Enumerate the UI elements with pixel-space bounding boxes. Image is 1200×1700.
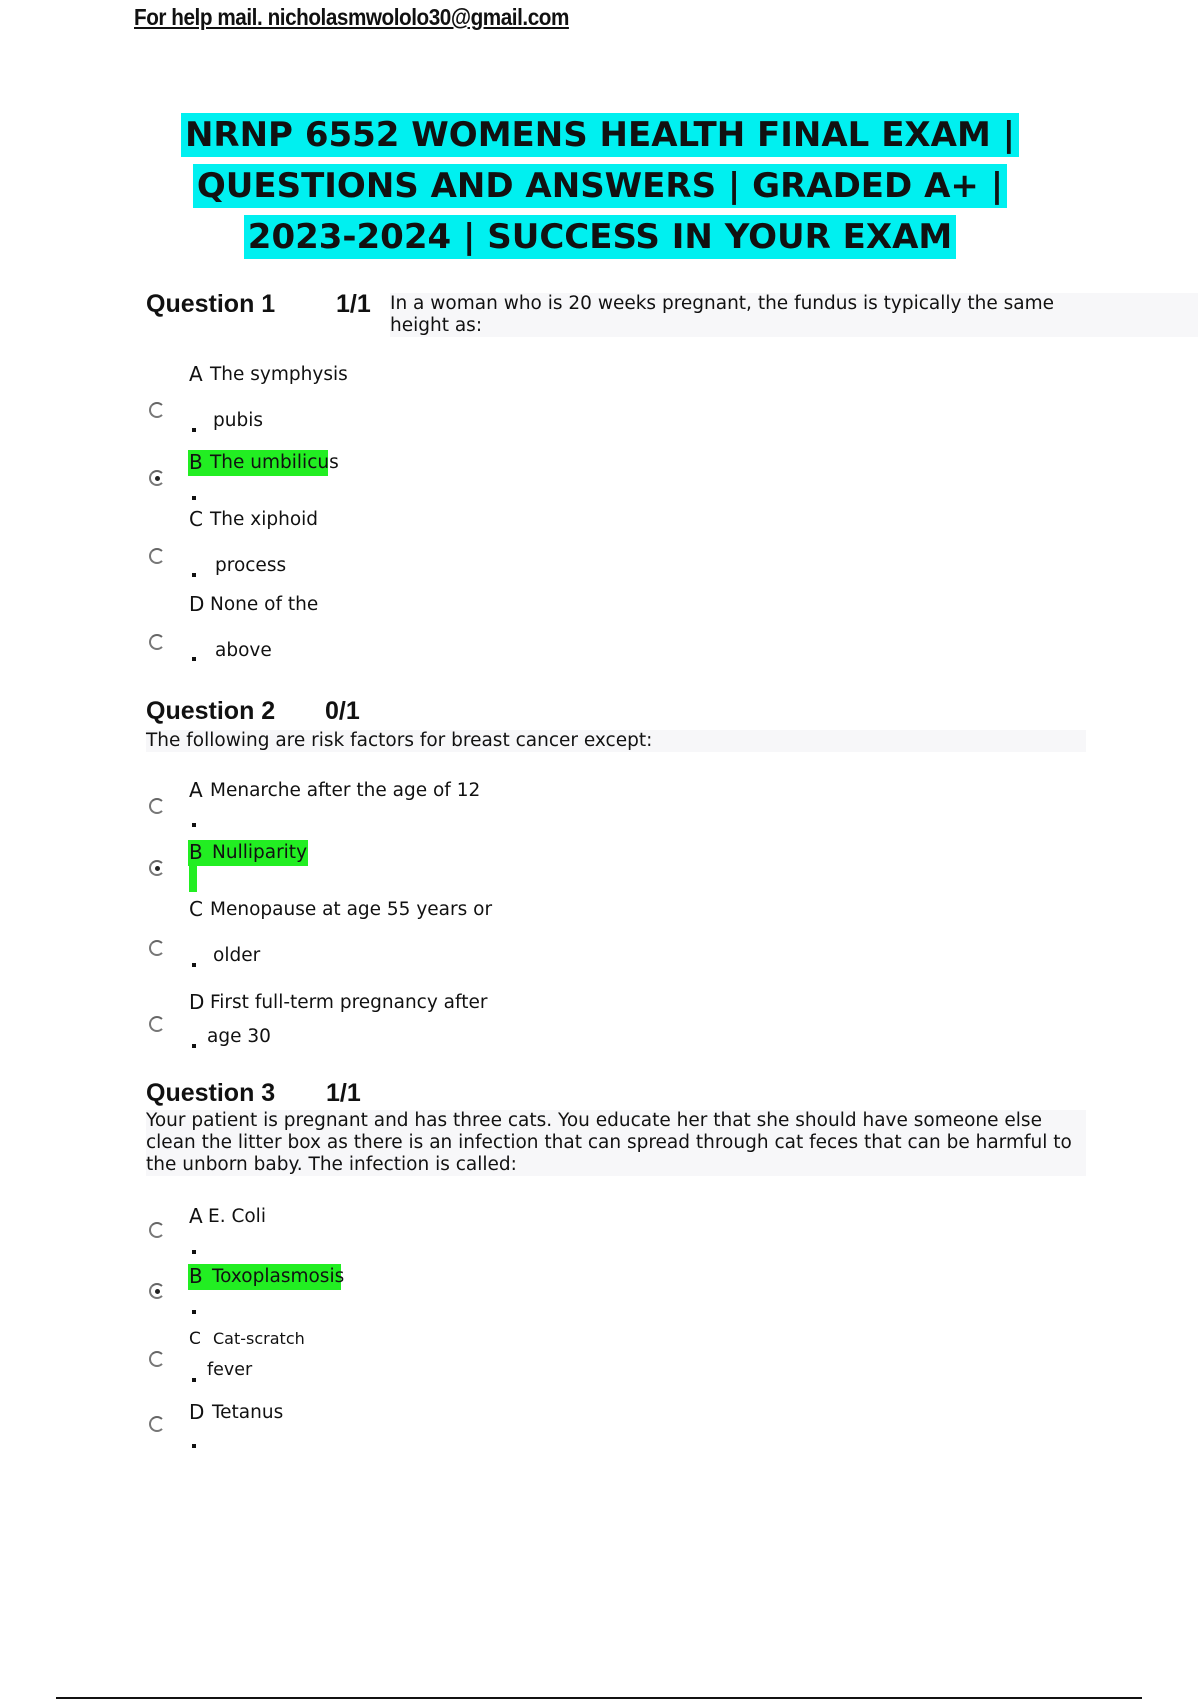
option-dot: [192, 1310, 196, 1314]
question-text: [146, 730, 1086, 752]
option-letter: A: [189, 778, 203, 802]
radio-option-c[interactable]: [149, 548, 165, 564]
question-text-line: height as:: [390, 315, 483, 336]
option-text: First full-term pregnancy after: [210, 992, 488, 1013]
option-letter: A: [189, 1204, 203, 1228]
option-text: The xiphoid: [210, 509, 319, 530]
option-dot: [192, 657, 196, 661]
option-letter: C: [189, 897, 203, 921]
document-title: [0, 110, 1200, 263]
title-line-3: 2023-2024 | SUCCESS IN YOUR EXAM: [244, 215, 956, 259]
option-text: Cat-scratch: [213, 1329, 305, 1348]
radio-option-d[interactable]: [149, 1416, 165, 1432]
footer-rule: [56, 1697, 1142, 1699]
option-text: E. Coli: [208, 1206, 266, 1227]
option-text: Menarche after the age of 12: [210, 780, 481, 801]
option-text: The symphysis: [210, 364, 348, 385]
option-letter: B: [189, 1264, 203, 1288]
radio-option-b-selected[interactable]: [149, 1283, 165, 1299]
option-letter: D: [189, 1400, 205, 1424]
option-text: older: [213, 945, 261, 966]
option-text: pubis: [213, 410, 263, 431]
option-dot: [192, 1444, 196, 1448]
question-label: Question 1: [146, 290, 276, 318]
question-score: 1/1: [326, 1079, 361, 1107]
option-dot: [192, 573, 196, 577]
radio-option-c[interactable]: [149, 1351, 165, 1367]
question-label: Question 2: [146, 697, 276, 725]
option-letter: B: [189, 840, 203, 864]
option-dot: [192, 963, 196, 967]
question-text: [390, 293, 1198, 337]
option-dot: [192, 823, 196, 827]
option-text: Nulliparity: [212, 842, 308, 863]
radio-option-a[interactable]: [149, 402, 165, 418]
option-dot: [192, 496, 196, 500]
option-text: above: [215, 640, 272, 661]
title-line-2: QUESTIONS AND ANSWERS | GRADED A+ |: [193, 164, 1007, 208]
radio-option-a[interactable]: [149, 798, 165, 814]
option-letter: D: [189, 990, 205, 1014]
option-text: Tetanus: [212, 1402, 284, 1423]
radio-option-c[interactable]: [149, 940, 165, 956]
radio-option-a[interactable]: [149, 1222, 165, 1238]
question-text-line: Your patient is pregnant and has three cats. You educate her that she should have someone else: [146, 1110, 1042, 1131]
question-score: 0/1: [325, 697, 360, 725]
option-letter: A: [189, 362, 203, 386]
option-text: process: [215, 555, 287, 576]
question-text-line: The following are risk factors for breast cancer except:: [146, 730, 653, 751]
question-text-line: the unborn baby. The infection is called:: [146, 1154, 517, 1175]
option-letter: D: [189, 592, 205, 616]
option-text: None of the: [210, 594, 319, 615]
option-dot: [192, 1250, 196, 1254]
option-text: age 30: [207, 1026, 271, 1047]
radio-option-d[interactable]: [149, 1016, 165, 1032]
question-text: [146, 1110, 1086, 1176]
option-letter: B: [189, 450, 203, 474]
option-text: Menopause at age 55 years or: [210, 899, 493, 920]
radio-option-b-selected[interactable]: [149, 470, 165, 486]
option-text: Toxoplasmosis: [212, 1266, 345, 1287]
question-text-line: clean the litter box as there is an infection that can spread through cat feces that can be harmful to: [146, 1132, 1072, 1153]
correct-answer-highlight: [189, 866, 197, 892]
option-letter: C: [189, 507, 203, 531]
question-text-line: In a woman who is 20 weeks pregnant, the fundus is typically the same: [390, 293, 1054, 314]
option-dot: [192, 1044, 196, 1048]
title-line-1: NRNP 6552 WOMENS HEALTH FINAL EXAM |: [181, 113, 1019, 157]
option-text: fever: [207, 1360, 253, 1380]
option-text: The umbilicus: [210, 452, 339, 473]
radio-option-d[interactable]: [149, 634, 165, 650]
question-score: 1/1: [336, 290, 371, 318]
option-letter: C: [189, 1329, 201, 1349]
radio-option-b-selected[interactable]: [149, 860, 165, 876]
option-dot: [192, 1378, 196, 1382]
question-label: Question 3: [146, 1079, 276, 1107]
option-dot: [192, 428, 196, 432]
help-email-line[interactable]: For help mail. nicholasmwololo30@gmail.com: [134, 4, 569, 30]
